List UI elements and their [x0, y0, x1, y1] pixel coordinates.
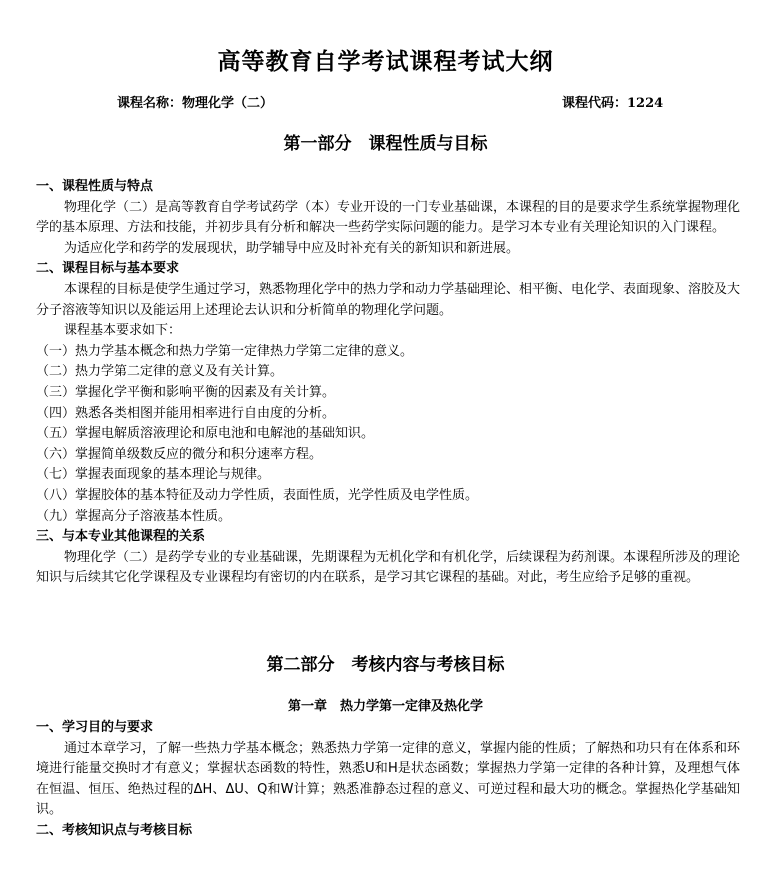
course-code: 课程代码：1224 [562, 96, 664, 111]
part-two-title: 第二部分 考核内容与考核目标 [266, 655, 505, 675]
paragraph-purpose: 通过本章学习，了解一些热力学基本概念；熟悉热力学第一定律的意义，掌握内能的性质；了解热和功只有在体系和环境进行能量交换时才有意义；掌握状态函数的特性，熟悉U和H是状态函数；掌握热力学第一定律的各种计算，及理想气体在恒温、恒压、绝热过程的ΔH、ΔU、Q和W计算；熟悉准静态过程的意义、可逆过程和最大功的概念。掌握热化学基础知识。 [36, 740, 741, 818]
chapter-one-title: 第一章 热力学第一定律及热化学 [287, 699, 483, 714]
document-title: 高等教育自学考试课程考试大纲 [217, 48, 554, 75]
requirement-item: （二）热力学第二定律的意义及有关计算。 [36, 364, 284, 380]
paragraph-requirements-intro: 课程基本要求如下： [64, 323, 182, 339]
section-heading-purpose: 一、学习目的与要求 [36, 720, 154, 735]
requirement-item: （八）掌握胶体的基本特征及动力学性质，表面性质，光学性质及电学性质。 [36, 487, 479, 503]
requirement-item: （一）热力学基本概念和热力学第一定律热力学第二定律的意义。 [36, 343, 414, 359]
requirement-item: （六）掌握简单级数反应的微分和积分速率方程。 [36, 446, 323, 462]
course-meta-row [0, 94, 771, 114]
requirement-item: （三）掌握化学平衡和影响平衡的因素及有关计算。 [36, 384, 336, 400]
section-heading-goals: 二、课程目标与基本要求 [36, 261, 180, 277]
section-heading-relations: 三、与本专业其他课程的关系 [36, 529, 206, 545]
paragraph-goals: 本课程的目标是使学生通过学习，熟悉物理化学中的热力学和动力学基础理论、相平衡、电化学、表面现象、溶胶及大分子溶液等知识以及能运用上述理论去认识和分析简单的物理化学问题。 [36, 281, 741, 318]
requirement-item: （七）掌握表面现象的基本理论与规律。 [36, 467, 271, 483]
chapter-one-body [36, 718, 740, 842]
section-heading-nature: 一、课程性质与特点 [36, 179, 154, 194]
part-one-title: 第一部分 课程性质与目标 [283, 134, 488, 154]
requirement-item: （五）掌握电解质溶液理论和原电池和电解池的基础知识。 [36, 426, 375, 442]
section-heading-knowledge-points: 二、考核知识点与考核目标 [36, 822, 193, 838]
requirement-item: （四）熟悉各类相图并能用相率进行自由度的分析。 [36, 405, 336, 421]
paragraph-nature: 物理化学（二）是高等教育自学考试药学（本）专业开设的一门专业基础课，本课程的目的是要求学生系统掌握物理化学的基本原理、方法和技能，并初步具有分析和解决一些药学实际问题的能力。是学习本专业有关理论知识的入门课程。 [36, 199, 741, 236]
course-name: 课程名称：物理化学（二） [117, 96, 274, 111]
paragraph-relations: 物理化学（二）是药学专业的专业基础课，先期课程为无机化学和有机化学，后续课程为药剂课。本课程所涉及的理论知识与后续其它化学课程及专业课程均有密切的内在联系，是学习其它课程的基础。对此，考生应给予足够的重视。 [36, 549, 741, 586]
requirement-item: （九）掌握高分子溶液基本性质。 [36, 508, 232, 524]
paragraph-development: 为适应化学和药学的发展现状，助学辅导中应及时补充有关的新知识和新进展。 [64, 240, 520, 256]
part-one-body [36, 177, 740, 589]
